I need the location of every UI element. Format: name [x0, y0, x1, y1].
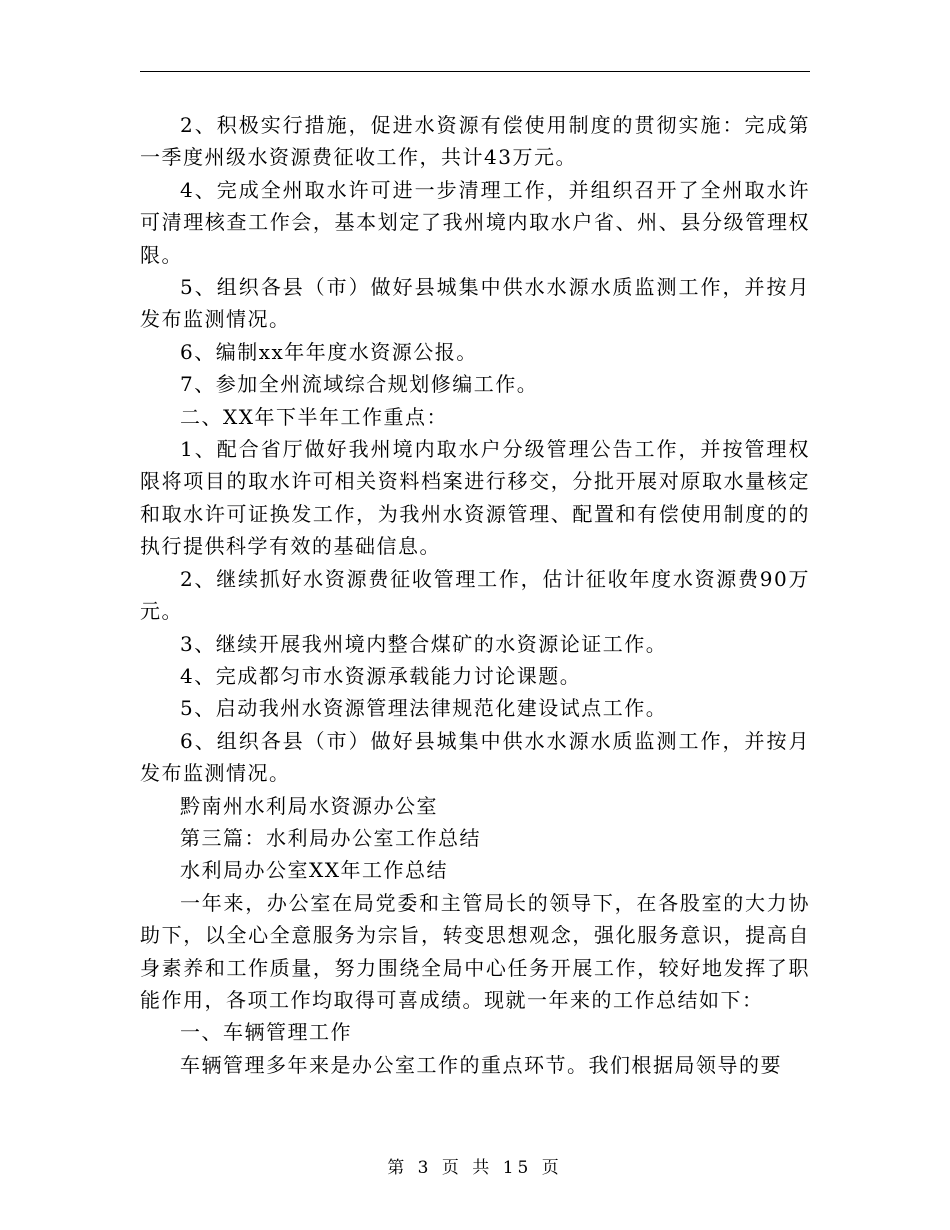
paragraph: 1、配合省厅做好我州境内取水户分级管理公告工作，并按管理权限将项目的取水许可相关资料档案进行移交，分批开展对原取水量核定和取水许可证换发工作，为我州水资源管理、配置和有偿使用制度的的执行提供科学有效的基础信息。 — [140, 437, 810, 559]
paragraph: 7、参加全州流域综合规划修编工作。 — [180, 372, 539, 397]
paragraph: 4、完成全州取水许可进一步清理工作，并组织召开了全州取水许可清理核查工作会，基本划定了我州境内取水户省、州、县分级管理权限。 — [140, 177, 810, 267]
paragraph: 5、启动我州水资源管理法律规范化建设试点工作。 — [180, 696, 668, 721]
paragraph: 5、组织各县（市）做好县城集中供水水源水质监测工作，并按月发布监测情况。 — [140, 275, 810, 332]
paragraph: 6、编制xx年年度水资源公报。 — [180, 339, 478, 364]
paragraph: 2、继续抓好水资源费征收管理工作，估计征收年度水资源费90万元。 — [140, 566, 810, 624]
paragraph: 6、组织各县（市）做好县城集中供水水源水质监测工作，并按月发布监测情况。 — [140, 728, 810, 786]
page-number-footer: 第 3 页 共 15 页 — [387, 1158, 563, 1178]
paragraph: 车辆管理多年来是办公室工作的重点环节。我们根据局领导的要 — [180, 1052, 782, 1077]
section-heading: 二、XX年下半年工作重点： — [180, 404, 448, 429]
document-body — [140, 109, 810, 1081]
paragraph: 2、积极实行措施，促进水资源有偿使用制度的贯彻实施：完成第一季度州级水资源费征收工作，共计43万元。 — [140, 113, 810, 170]
document-title: 水利局办公室XX年工作总结 — [180, 858, 448, 883]
section-heading: 一、车辆管理工作 — [180, 1020, 352, 1045]
signature-line: 黔南州水利局水资源办公室 — [180, 793, 438, 818]
chapter-title: 第三篇：水利局办公室工作总结 — [180, 825, 481, 850]
paragraph: 3、继续开展我州境内整合煤矿的水资源论证工作。 — [180, 631, 668, 656]
header-rule — [140, 71, 810, 72]
paragraph: 4、完成都匀市水资源承载能力讨论课题。 — [180, 663, 582, 688]
paragraph: 一年来，办公室在局党委和主管局长的领导下，在各股室的大力协助下，以全心全意服务为宗旨，转变思想观念，强化服务意识，提高自身素养和工作质量，努力围绕全局中心任务开展工作，较好地发挥了职能作用，各项工作均取得可喜成绩。现就一年来的工作总结如下： — [140, 890, 810, 1012]
